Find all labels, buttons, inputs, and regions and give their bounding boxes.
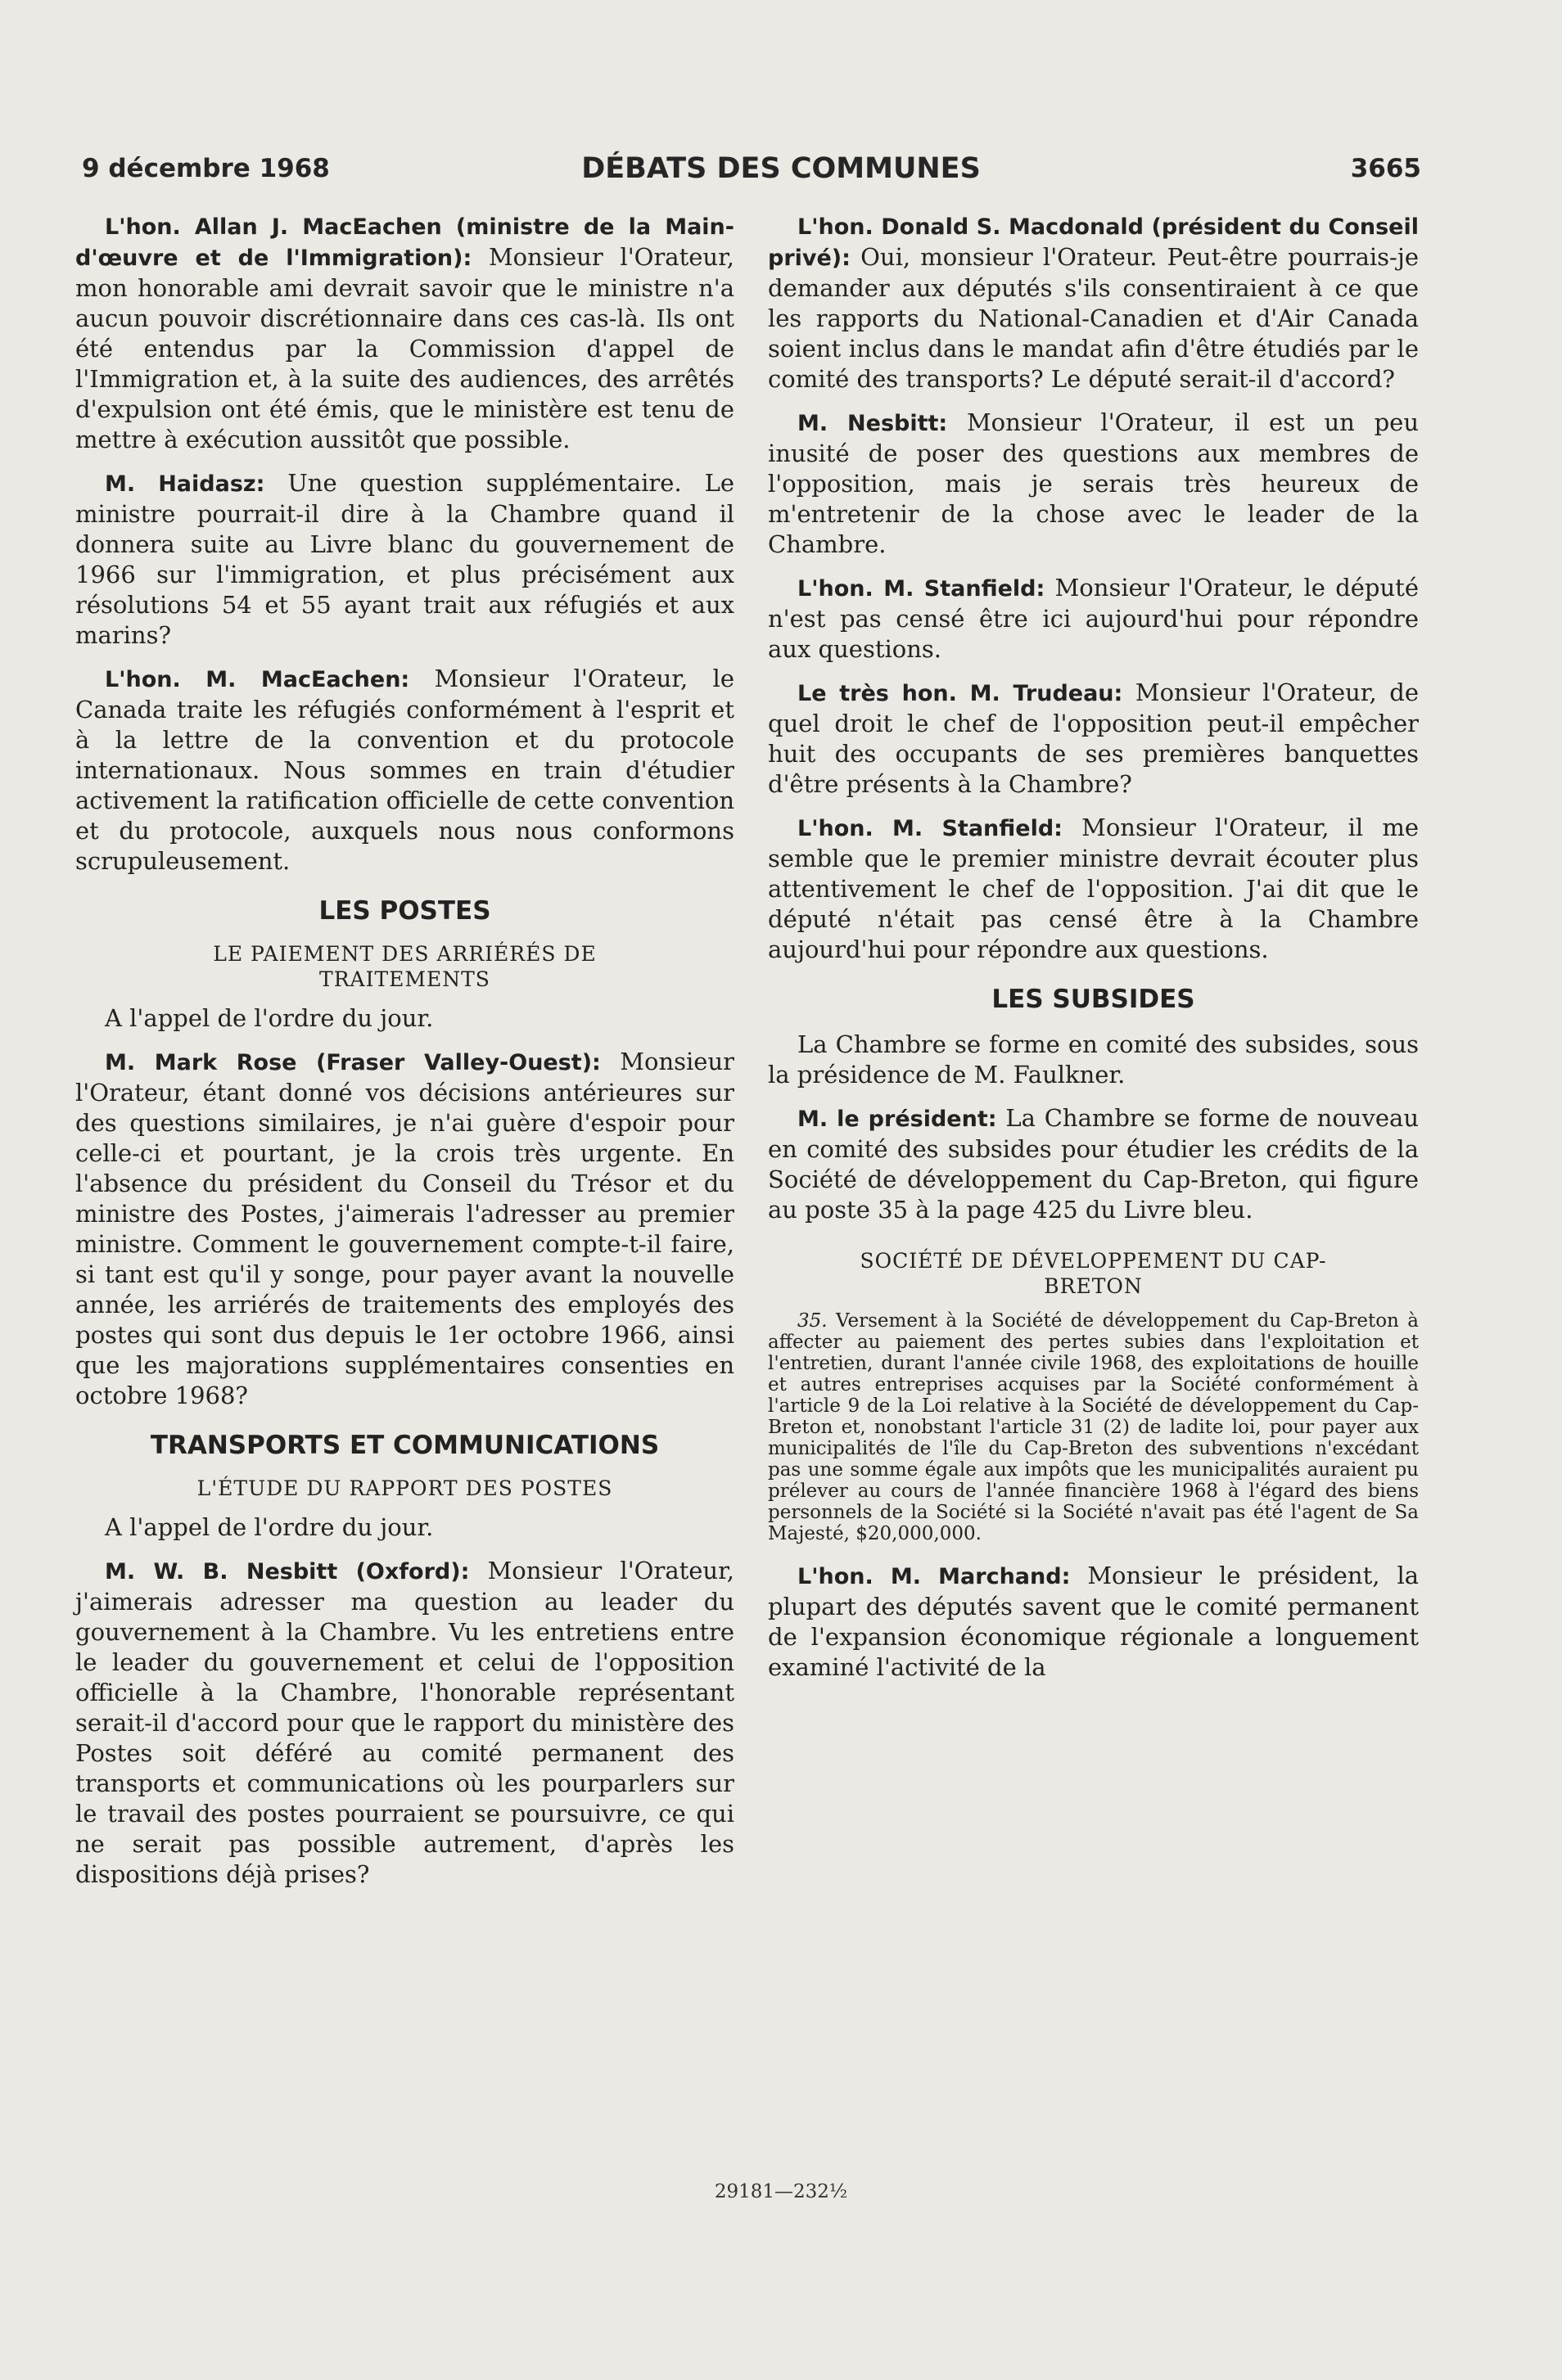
- item-text: Versement à la Société de développement du Cap-Breton à affecter au paiement des pertes subies dans l'exploitation et l'entretien, durant l'année civile 1968, des exploitations de houille et autres entreprises acquises par la Société conformément à l'article 9 de la Loi relative à la Société de développement du Cap-Breton et, nonobstant l'article 31 (2) de ladite loi, pour payer aux municipalités de l'île du Cap-Breton des subventions n'excédant pas une somme égale aux impôts que les municipalités auraient pu prélever au cours de l'année financière 1968 à l'égard des biens personnels de la Société si la Société n'avait pas été l'agent de Sa Majesté, $20,000,000.: [768, 1310, 1419, 1544]
- speaker: L'hon. M. Stanfield:: [797, 816, 1063, 841]
- paragraph: [768, 1561, 1419, 1683]
- speech: Monsieur le président, la plupart des députés savent que le comité permanent de l'expansion économique régionale a longuement examiné l'activité de la: [768, 1562, 1420, 1681]
- paragraph: [75, 468, 734, 651]
- paragraph: [768, 408, 1419, 560]
- paragraph: A l'appel de l'ordre du jour.: [105, 1004, 434, 1032]
- speaker: L'hon. Allan J. MacEachen (ministre de la Main-d'œuvre et de l'Immigration):: [75, 214, 734, 271]
- right-column: [768, 211, 1419, 1683]
- paragraph: [75, 211, 734, 455]
- speech: Monsieur l'Orateur, de quel droit le chef de l'opposition peut-il empêcher huit des occupants de ses premières banquettes d'être présents à la Chambre?: [768, 678, 1419, 798]
- item-number: 35.: [797, 1310, 828, 1332]
- speaker: L'hon. M. Stanfield:: [797, 576, 1045, 602]
- paragraph: [75, 1047, 734, 1411]
- header-page-number: 3665: [1350, 154, 1421, 183]
- section-heading: LES SUBSIDES: [991, 985, 1195, 1014]
- speaker: M. Nesbitt:: [797, 411, 948, 436]
- speech: Monsieur l'Orateur, le député n'est pas censé être ici aujourd'hui pour répondre aux questions.: [768, 574, 1419, 663]
- sub-heading: L'ÉTUDE DU RAPPORT DES POSTES: [196, 1476, 613, 1500]
- header-date: 9 décembre 1968: [82, 154, 330, 183]
- speech: Monsieur l'Orateur, mon honorable ami devrait savoir que le ministre n'a aucun pouvoir discrétionnaire dans ces cas-là. Ils ont été entendus par la Commission d'appel de l'Immigration et, à la suite des audiences, des arrêtés d'expulsion ont été émis, que le ministère est tenu de mettre à exécution aussitôt que possible.: [75, 243, 734, 453]
- sub-heading: LE PAIEMENT DES ARRIÉRÉS DE TRAITEMENTS: [213, 942, 597, 991]
- budget-item: [768, 1310, 1419, 1544]
- paragraph: [768, 1103, 1419, 1225]
- paragraph: [768, 211, 1419, 394]
- left-column: [75, 211, 734, 1890]
- sub-heading: SOCIÉTÉ DE DÉVELOPPEMENT DU CAP-BRETON: [860, 1249, 1327, 1298]
- paragraph: A l'appel de l'ordre du jour.: [105, 1513, 434, 1541]
- paragraph: [75, 664, 734, 877]
- speech: Monsieur l'Orateur, j'aimerais adresser ma question au leader du gouvernement à la Chambre. Vu les entretiens entre le leader du gouvernement et celui de l'opposition officielle à la Chambre, l'honorable représentant serait-il d'accord pour que le rapport du ministère des Postes soit déféré au comité permanent des transports et communications où les pourparlers sur le travail des postes pourraient se poursuivre, ce qui ne serait pas possible autrement, d'après les dispositions déjà prises?: [75, 1557, 734, 1888]
- speaker: M. Haidasz:: [105, 471, 265, 497]
- speaker: M. W. B. Nesbitt (Oxford):: [105, 1559, 470, 1584]
- paragraph: [768, 813, 1419, 965]
- speaker: M. le président:: [797, 1107, 997, 1132]
- speaker: Le très hon. M. Trudeau:: [797, 681, 1123, 706]
- speaker: L'hon. M. Marchand:: [797, 1564, 1071, 1589]
- speech: Oui, monsieur l'Orateur. Peut-être pourrais-je demander aux députés s'ils consentiraient à ce que les rapports du National-Canadien et d'Air Canada soient inclus dans le mandat afin d'être étudiés par le comité des transports? Le député serait-il d'accord?: [768, 243, 1419, 393]
- footer-printer-mark: 29181—232½: [714, 2181, 848, 2202]
- speech: Monsieur l'Orateur, étant donné vos décisions antérieures sur des questions similaires, je n'ai guère d'espoir pour celle-ci et pourtant, je la crois très urgente. En l'absence du président du Conseil du Trésor et du ministre des Postes, j'aimerais l'adresser au premier ministre. Comment le gouvernement compte-t-il faire, si tant est qu'il y songe, pour payer avant la nouvelle année, les arriérés de traitements des employés des postes qui sont dus depuis le 1er octobre 1966, ainsi que les majorations supplémentaires consenties en octobre 1968?: [75, 1048, 734, 1409]
- speech: Monsieur l'Orateur, il me semble que le premier ministre devrait écouter plus attentivement le chef de l'opposition. J'ai dit que le député n'était pas censé être à la Chambre aujourd'hui pour répondre aux questions.: [768, 814, 1419, 963]
- speaker: L'hon. M. MacEachen:: [105, 667, 410, 692]
- speaker: L'hon. Donald S. Macdonald (président du Conseil privé):: [768, 214, 1419, 271]
- speech: Monsieur l'Orateur, le Canada traite les réfugiés conformément à l'esprit et à la lettre de la convention et du protocole internationaux. Nous sommes en train d'étudier activement la ratification officielle de cette convention et du protocole, auxquels nous nous conformons scrupuleusement.: [75, 665, 734, 875]
- section-heading: TRANSPORTS ET COMMUNICATIONS: [150, 1431, 660, 1460]
- speech: La Chambre se forme de nouveau en comité des subsides pour étudier les crédits de la Société de développement du Cap-Breton, qui figure au poste 35 à la page 425 du Livre bleu.: [768, 1104, 1419, 1224]
- paragraph: [75, 1556, 734, 1890]
- paragraph: La Chambre se forme en comité des subsides, sous la présidence de M. Faulkner.: [768, 1030, 1419, 1089]
- paragraph: [768, 573, 1419, 665]
- speech: Monsieur l'Orateur, il est un peu inusité de poser des questions aux membres de l'opposition, mais je serais très heureux de m'entretenir de la chose avec le leader de la Chambre.: [768, 408, 1419, 558]
- speech: Une question supplémentaire. Le ministre pourrait-il dire à la Chambre quand il donnera suite au Livre blanc du gouvernement de 1966 sur l'immigration, et plus précisément aux résolutions 54 et 55 ayant trait aux réfugiés et aux marins?: [75, 469, 734, 649]
- section-heading: LES POSTES: [318, 896, 491, 926]
- paragraph: [768, 678, 1419, 800]
- speaker: M. Mark Rose (Fraser Valley-Ouest):: [105, 1050, 601, 1075]
- header-title: DÉBATS DES COMMUNES: [581, 152, 981, 185]
